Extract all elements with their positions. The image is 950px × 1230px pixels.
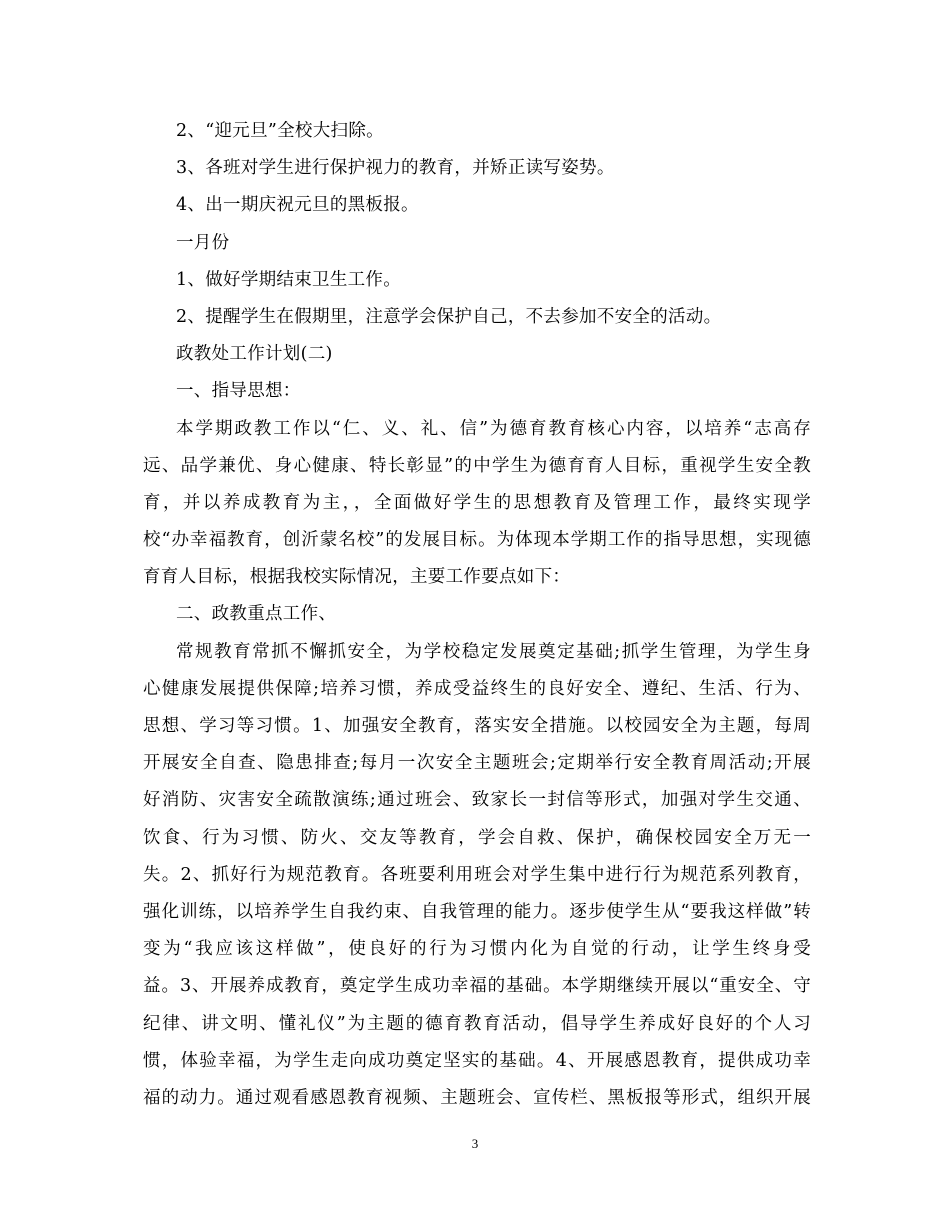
text-line: 一月份 xyxy=(176,232,230,253)
text-line: 育育人目标，根据我校实际情况，主要工作要点如下： xyxy=(143,567,571,588)
text-line: 饮食、行为习惯、防火、交友等教育，学会自救、保护，确保校园安全万无一 xyxy=(143,827,811,848)
text-line: 二、政教重点工作、 xyxy=(176,604,337,625)
text-line: 纪律、讲文明、懂礼仪”为主题的德育教育活动，倡导学生养成好良好的个人习 xyxy=(143,1013,811,1034)
text-line: 惯，体验幸福，为学生走向成功奠定坚实的基础。4、开展感恩教育，提供成功幸 xyxy=(143,1050,811,1071)
text-line: 好消防、灾害安全疏散演练;通过班会、致家长一封信等形式，加强对学生交通、 xyxy=(143,790,811,811)
text-line: 4、出一期庆祝元旦的黑板报。 xyxy=(176,195,419,216)
text-line: 强化训练，以培养学生自我约束、自我管理的能力。逐步使学生从“要我这样做”转 xyxy=(143,901,811,922)
text-line: 心健康发展提供保障;培养习惯，养成受益终生的良好安全、遵纪、生活、行为、 xyxy=(143,678,811,699)
text-line: 福的动力。通过观看感恩教育视频、主题班会、宣传栏、黑板报等形式，组织开展 xyxy=(143,1087,811,1108)
text-line: 远、品学兼优、身心健康、特长彰显”的中学生为德育育人目标，重视学生安全教 xyxy=(143,455,811,476)
text-line: 变为“我应该这样做”，使良好的行为习惯内化为自觉的行动，让学生终身受 xyxy=(143,939,811,960)
text-line: 常规教育常抓不懈抓安全，为学校稳定发展奠定基础;抓学生管理，为学生身 xyxy=(176,641,811,662)
text-line: 一、指导思想： xyxy=(176,381,301,402)
text-line: 思想、学习等习惯。1、加强安全教育，落实安全措施。以校园安全为主题，每周 xyxy=(143,716,811,736)
text-line: 2、“迎元旦”全校大扫除。 xyxy=(176,121,384,141)
text-line: 本学期政教工作以“仁、义、礼、信”为德育教育核心内容，以培养“志高存 xyxy=(176,418,811,439)
page-number: 3 xyxy=(471,1136,479,1151)
text-line: 开展安全自查、隐患排查;每月一次安全主题班会;定期举行安全教育周活动;开展 xyxy=(143,753,811,774)
text-line: 政教处工作计划(二) xyxy=(176,344,333,365)
text-line: 2、提醒学生在假期里，注意学会保护自己，不去参加不安全的活动。 xyxy=(176,306,722,327)
text-line: 失。2、抓好行为规范教育。各班要利用班会对学生集中进行行为规范系列教育， xyxy=(143,864,811,885)
document-body xyxy=(143,113,811,1117)
text-line: 3、各班对学生进行保护视力的教育，并矫正读写姿势。 xyxy=(176,158,615,179)
text-line: 1、做好学期结束卫生工作。 xyxy=(176,269,402,290)
text-line: 益。3、开展养成教育，奠定学生成功幸福的基础。本学期继续开展以“重安全、守 xyxy=(143,976,811,997)
text-line: 校“办幸福教育，创沂蒙名校”的发展目标。为体现本学期工作的指导思想，实现德 xyxy=(143,530,811,551)
text-line: 育，并以养成教育为主，，全面做好学生的思想教育及管理工作，最终实现学 xyxy=(143,492,811,513)
